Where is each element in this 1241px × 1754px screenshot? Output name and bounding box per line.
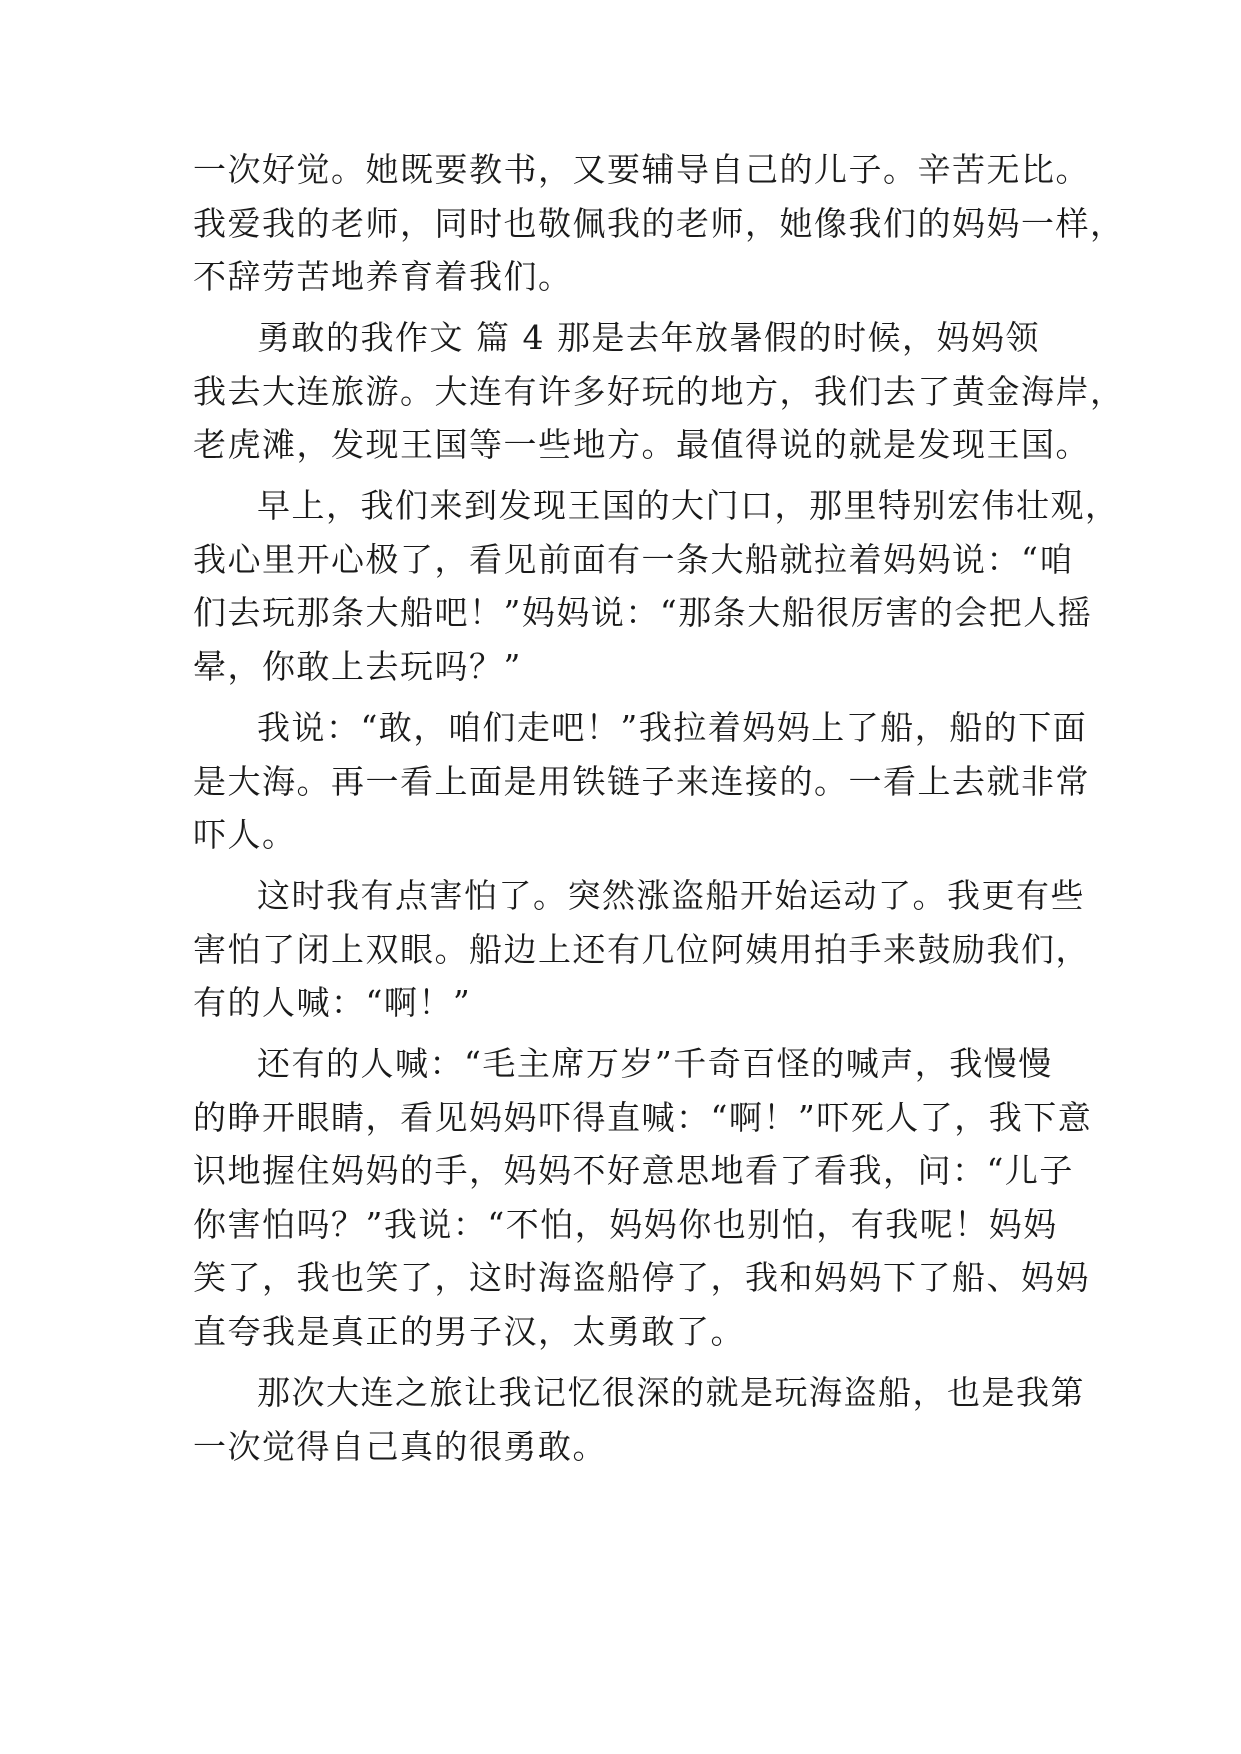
text-line: 直夸我是真正的男子汉，太勇敢了。 xyxy=(193,1312,745,1351)
text-line: 早上，我们来到发现王国的大门口，那里特别宏伟壮观， xyxy=(257,486,1120,525)
text-line: 有的人喊：“啊！” xyxy=(193,983,472,1022)
text-line: 识地握住妈妈的手，妈妈不好意思地看了看我，问：“儿子 xyxy=(193,1151,1074,1190)
text-line: 还有的人喊：“毛主席万岁”千奇百怪的喊声，我慢慢 xyxy=(257,1044,1053,1083)
text-line: 吓人。 xyxy=(193,815,297,854)
text-line: 我爱我的老师，同时也敬佩我的老师，她像我们的妈妈一样， xyxy=(193,204,1125,243)
text-line: 们去玩那条大船吧！”妈妈说：“那条大船很厉害的会把人摇 xyxy=(193,593,1093,632)
text-line: 一次好觉。她既要教书，又要辅导自己的儿子。辛苦无比。 xyxy=(193,150,1090,189)
text-line: 的睁开眼睛，看见妈妈吓得直喊：“啊！”吓死人了，我下意 xyxy=(193,1098,1093,1137)
section-heading-line: 勇敢的我作文 篇 4 那是去年放暑假的时候，妈妈领 xyxy=(257,318,1040,357)
text-line: 一次觉得自己真的很勇敢。 xyxy=(193,1427,607,1466)
text-line: 不辞劳苦地养育着我们。 xyxy=(193,257,573,296)
text-line: 我去大连旅游。大连有许多好玩的地方，我们去了黄金海岸， xyxy=(193,372,1125,411)
text-line: 老虎滩，发现王国等一些地方。最值得说的就是发现王国。 xyxy=(193,425,1090,464)
text-line: 我心里开心极了，看见前面有一条大船就拉着妈妈说：“咱 xyxy=(193,540,1074,579)
text-line: 笑了，我也笑了，这时海盗船停了，我和妈妈下了船、妈妈 xyxy=(193,1258,1090,1297)
text-line: 那次大连之旅让我记忆很深的就是玩海盗船，也是我第 xyxy=(257,1373,1085,1412)
text-line: 你害怕吗？”我说：“不怕，妈妈你也别怕，有我呢！妈妈 xyxy=(193,1205,1058,1244)
text-line: 害怕了闭上双眼。船边上还有几位阿姨用拍手来鼓励我们， xyxy=(193,930,1090,969)
text-line: 我说：“敢，咱们走吧！”我拉着妈妈上了船，船的下面 xyxy=(257,708,1088,747)
text-line: 是大海。再一看上面是用铁链子来连接的。一看上去就非常 xyxy=(193,762,1090,801)
text-line: 这时我有点害怕了。突然涨盗船开始运动了。我更有些 xyxy=(257,876,1085,915)
text-line: 晕，你敢上去玩吗？” xyxy=(193,647,522,686)
